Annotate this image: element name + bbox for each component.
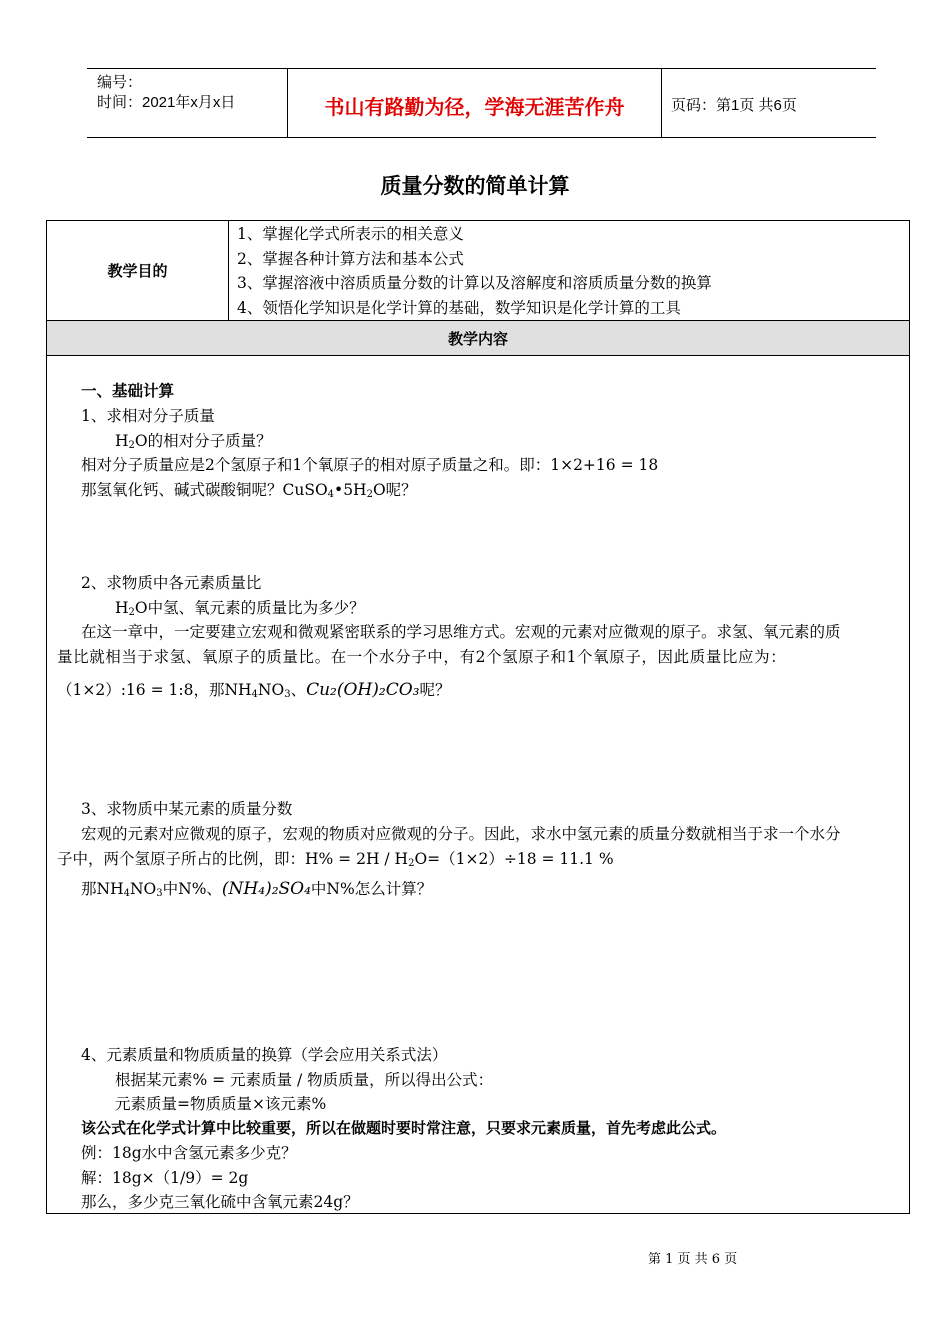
subsection-title: 2、求物质中各元素质量比: [81, 574, 262, 592]
question-line: $H_2O$的相对分子质量？: [115, 432, 272, 451]
subsection-title: 3、求物质中某元素的质量分数: [81, 800, 293, 818]
answer-line: 在这一章中，一定要建立宏观和微观紧密联系的学习思维方式。宏观的元素对应微观的原子。求氢、氧元素的质: [81, 623, 841, 641]
question-line: 那氢氧化钙、碱式碳酸铜呢？$CuSO_4•5H_2O$呢？: [81, 481, 417, 500]
document-time-label: 时间：2021年x月x日: [97, 94, 236, 111]
subsection-title: 4、元素质量和物质质量的换算（学会应用关系式法）: [81, 1046, 448, 1064]
answer-line: （1×2）:16 = 1:8，那$NH_4NO_3$、Cu₂(OH)₂CO₃呢？: [57, 680, 451, 700]
header-page-cell: [661, 69, 875, 137]
answer-line: 相对分子质量应是2个氢原子和1个氧原子的相对原子质量之和。即：1×2+16 = 18: [81, 456, 659, 474]
chemical-formula: Cu₂(OH)₂CO₃: [306, 680, 420, 700]
document-number-label: 编号：: [97, 74, 143, 91]
header-meta-cell: [87, 69, 287, 137]
content-heading: 教学内容: [47, 321, 909, 356]
page-title: 质量分数的简单计算: [380, 175, 570, 198]
solution-line: 解：18g×（1/9）= 2g: [81, 1169, 249, 1187]
goal-item: 2、掌握各种计算方法和基本公式: [237, 249, 464, 268]
goal-item: 4、领悟化学知识是化学计算的基础，数学知识是化学计算的工具: [237, 298, 681, 317]
question-line: $H_2O$中氢、氧元素的质量比为多少？: [115, 599, 365, 618]
goals-list: [237, 222, 712, 320]
motto-text: 书山有路勤为径，学海无涯苦作舟: [324, 97, 625, 119]
page-info-label: 页码：第1页 共6页: [671, 97, 797, 114]
lesson-table: [46, 220, 910, 1214]
subsection-title: 1、求相对分子质量: [81, 407, 215, 425]
question-line: 那么，多少克三氧化硫中含氧元素24g？: [81, 1193, 359, 1211]
formula-line: 根据某元素% = 元素质量 / 物质质量，所以得出公式：: [115, 1071, 494, 1089]
document-header: [87, 68, 876, 138]
header-motto-cell: [287, 69, 662, 137]
answer-line: 宏观的元素对应微观的原子，宏观的物质对应微观的分子。因此，求水中氢元素的质量分数就相当于求一个水分: [81, 825, 841, 843]
goals-row: [47, 221, 909, 321]
answer-line: 量比就相当于求氢、氧原子的质量比。在一个水分子中，有2个氢原子和1个氧原子，因此质量比应为：: [57, 648, 787, 666]
example-line: 例：18g水中含氢元素多少克？: [81, 1144, 297, 1162]
answer-line: 子中，两个氢原子所占的比例，即：$H\% = 2H / H_2O=(1\times 2)\div 18 = 11.1$ %: [57, 850, 614, 869]
goals-label: 教学目的: [47, 221, 229, 320]
goal-item: 3、掌握溶液中溶质质量分数的计算以及溶解度和溶质质量分数的换算: [237, 274, 712, 292]
chemical-formula: (NH₄)₂SO₄: [221, 879, 311, 899]
goal-item: 1、掌握化学式所表示的相关意义: [237, 225, 464, 243]
formula-line: 元素质量=物质质量×该元素%: [115, 1095, 327, 1113]
question-line: 那$NH_4NO_3$中N%、(NH₄)₂SO₄中N%怎么计算？: [81, 879, 433, 899]
emphasis-note: 该公式在化学式计算中比较重要，所以在做题时要时常注意，只要求元素质量，首先考虑此公式。: [81, 1120, 727, 1137]
section-heading: 一、基础计算: [81, 383, 175, 400]
page-footer: 第 1 页 共 6 页: [648, 1252, 738, 1267]
